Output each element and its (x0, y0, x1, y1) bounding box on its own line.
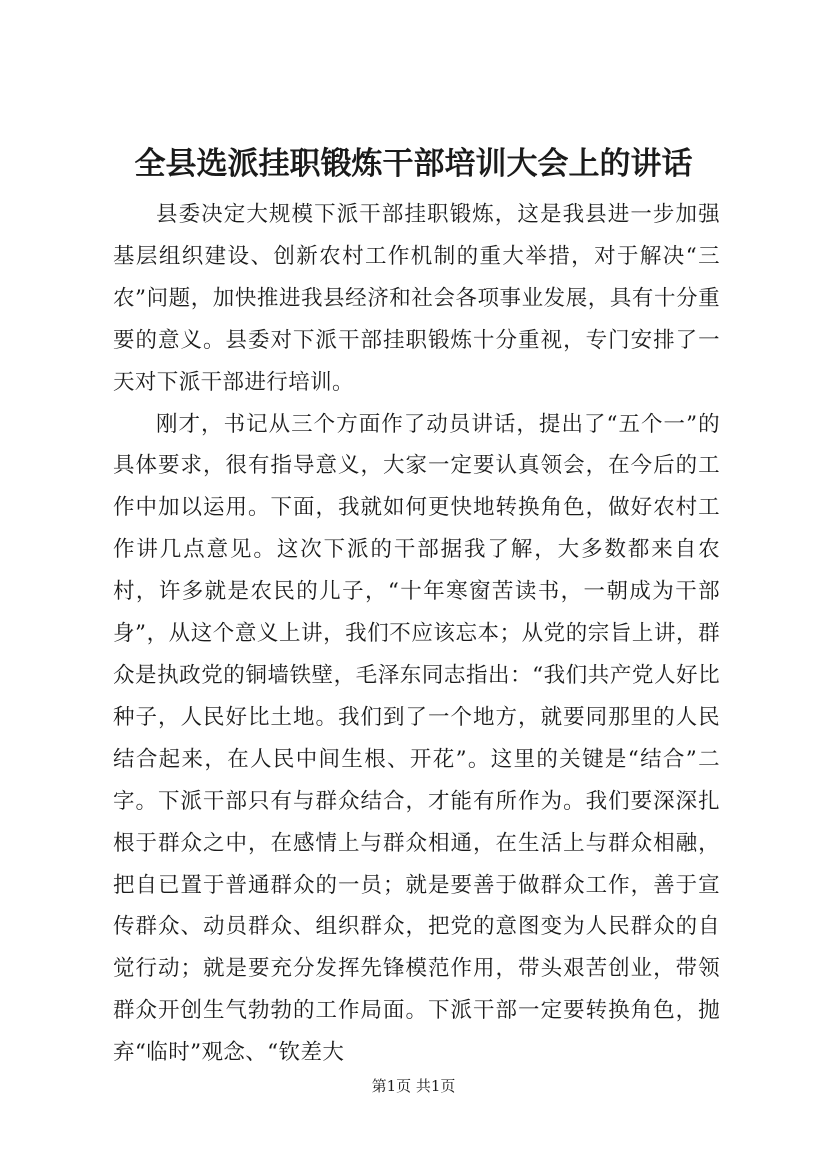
document-body (113, 194, 720, 1074)
paragraph-1: 县委决定大规模下派干部挂职锻炼，这是我县进一步加强基层组织建设、创新农村工作机制的重大举措，对于解决“三农”问题，加快推进我县经济和社会各项事业发展，具有十分重要的意义。县委对下派干部挂职锻炼十分重视，专门安排了一天对下派干部进行培训。 (113, 202, 720, 395)
page-footer: 第1页 共1页 (371, 1077, 456, 1095)
document-title: 全县选派挂职锻炼干部培训大会上的讲话 (134, 146, 693, 182)
paragraph-2: 刚才，书记从三个方面作了动员讲话，提出了“五个一”的具体要求，很有指导意义，大家一定要认真领会，在今后的工作中加以运用。下面，我就如何更快地转换角色，做好农村工作讲几点意见。这次下派的干部据我了解，大多数都来自农村，许多就是农民的儿子，“十年寒窗苦读书，一朝成为干部身”，从这个意义上讲，我们不应该忘本；从党的宗旨上讲，群众是执政党的铜墙铁壁，毛泽东同志指出：“我们共产党人好比种子，人民好比土地。我们到了一个地方，就要同那里的人民结合起来，在人民中间生根、开花”。这里的关键是“结合”二字。下派干部只有与群众结合，才能有所作为。我们要深深扎根于群众之中，在感情上与群众相通，在生活上与群众相融，把自已置于普通群众的一员；就是要善于做群众工作，善于宣传群众、动员群众、组织群众，把党的意图变为人民群众的自觉行动；就是要充分发挥先锋模范作用，带头艰苦创业，带领群众开创生气勃勃的工作局面。下派干部一定要转换角色，抛弃“临时”观念、“钦差大 (113, 411, 720, 1066)
